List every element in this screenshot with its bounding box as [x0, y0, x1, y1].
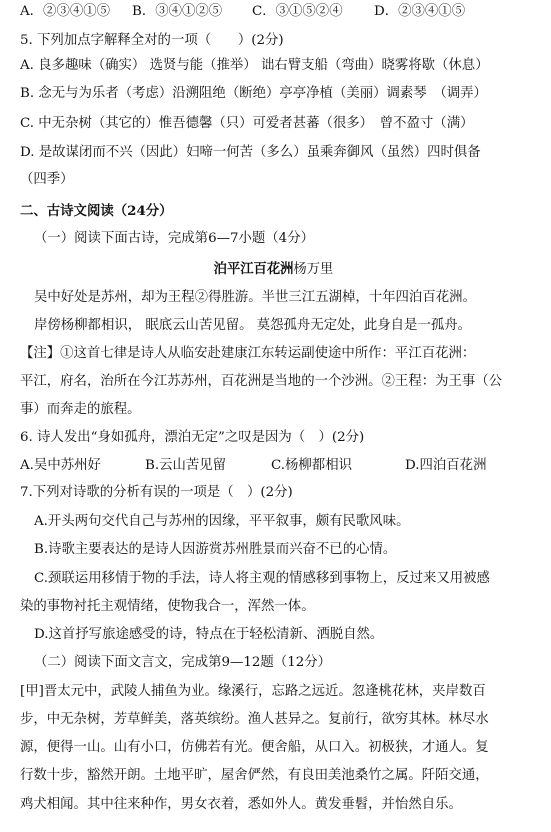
q7-option-c-line1: C.颈联运用移情于物的手法，诗人将主观的情感移到事物上，反过来又用被感	[34, 571, 490, 586]
q5-option-d-line2: （四季）	[20, 172, 74, 187]
passage-line: [甲]晋太元中，武陵人捕鱼为业。缘溪行，忘路之远近。忽逢桃花林，夹岸数百	[20, 684, 486, 699]
poem-line-2: 岸傍杨柳都相识， 眠底云山苦见留。 莫怨孤舟无定处，此身自是一孤舟。	[34, 318, 472, 333]
poem-heading	[0, 259, 547, 280]
q6-stem: 6. 诗人发出“身如孤舟，漂泊无定”之叹是因为（ ）(2分)	[20, 430, 365, 445]
passage-line: 行数十步，豁然开朗。土地平旷，屋舍俨然，有良田美池桑竹之属。阡陌交通，	[20, 768, 489, 783]
poem-note-line-2: 平江，府名，治所在今江苏苏州，百花洲是当地的一个沙洲。②王程：为王事（公	[20, 374, 503, 389]
q6-option-c: C.杨柳都相识	[271, 458, 352, 473]
q5-stem: 5. 下列加点字解释全对的一项（ ）(2分)	[20, 33, 284, 48]
poem-note-line-1: 【注】①这首七律是诗人从临安赴建康江东转运副使途中所作：平江百花洲：	[20, 346, 476, 361]
section2-title: 二、古诗文阅读（24分）	[20, 203, 173, 219]
poem-title: 泊平江百花洲	[213, 261, 294, 277]
q7-stem: 7.下列对诗歌的分析有误的一项是（ ）(2分)	[20, 485, 293, 500]
q4-option-b: B．③④①②⑤	[132, 4, 223, 19]
poem-note-line-3: 事）而奔走的旅程。	[20, 402, 141, 417]
q7-option-b: B.诗歌主要表达的是诗人因游赏苏州胜景而兴奋不已的心情。	[34, 542, 397, 557]
q5-option-c: C. 中无杂树（其它的）惟吾德馨（只）可爱者甚蕃（很多） 曾不盈寸（满）	[20, 116, 474, 131]
q4-option-c: C．③①⑤②④	[252, 4, 343, 19]
passage-line: 步，中无杂树，芳草鲜美，落英缤纷。渔人甚异之。复前行，欲穷其林。林尽水	[20, 712, 489, 727]
part1-intro: （一）阅读下面古诗，完成第6—7小题（4分）	[34, 231, 314, 246]
poem-author: 杨万里	[293, 262, 334, 277]
passage-line: 鸡犬相闻。其中往来种作，男女衣着，悉如外人。黄发垂髫，并怡然自乐。	[20, 797, 462, 812]
q7-option-c-line2: 染的事物衬托主观情绪，使物我合一，浑然一体。	[20, 599, 315, 614]
q6-option-d: D.四泊百花洲	[405, 458, 487, 473]
q6-option-a: A.吴中苏州好	[20, 458, 101, 473]
q6-options	[20, 456, 486, 476]
q5-option-a: A. 良多趣味（确实） 选贤与能（推举） 诎右臂支船（弯曲）晓雾将歇（休息）	[20, 58, 489, 73]
q6-option-b: B.云山苦见留	[145, 458, 227, 473]
q4-option-d: D．②③④①⑤	[374, 4, 466, 19]
q4-options	[20, 2, 465, 22]
q5-option-d-line1: D. 是故谋闭而不兴（因此）妇啼一何苦（多么）虽乘奔御风（虽然）四时俱备	[20, 145, 481, 160]
part2-intro: （二）阅读下面文言文，完成第9—12题（12分）	[34, 655, 332, 670]
poem-line-1: 吴中好处是苏州，却为王程②得胜游。半世三江五湖棹，十年四泊百花洲。	[34, 290, 476, 305]
q5-option-b: B. 念无与为乐者（考虑）沿溯阻绝（断绝）亭亭净植（美丽）调素琴 （调弄）	[20, 86, 487, 101]
q7-option-d: D.这首抒写旅途感受的诗，特点在于轻松清新、洒脱自然。	[34, 627, 384, 642]
q4-option-a: A．②③④①⑤	[20, 4, 111, 19]
passage-line: 源，便得一山。山有小口，仿佛若有光。便舍船，从口入。初极狭，才通人。复	[20, 740, 489, 755]
q7-option-a: A.开头两句交代自己与苏州的因缘，平平叙事，颇有民歌风味。	[34, 514, 410, 529]
